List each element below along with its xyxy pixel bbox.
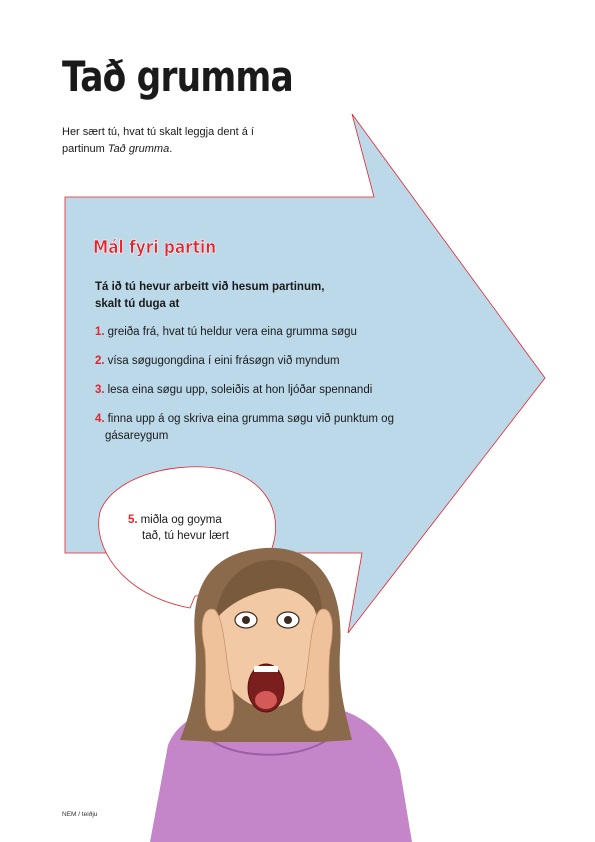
list-item-text: vísa søgugongdina í eini frásøgn við myndum bbox=[107, 355, 340, 367]
list-item bbox=[95, 353, 425, 370]
section-lead-line-2: skalt tú duga at bbox=[95, 298, 180, 310]
bubble-line-1: miðla og goyma bbox=[140, 514, 222, 526]
section-lead-line-1: Tá ið tú hevur arbeitt við hesum partinum, bbox=[95, 281, 325, 293]
list-item-text: lesa eina søgu upp, soleiðis at hon ljóðar spennandi bbox=[107, 384, 373, 396]
section-lead bbox=[95, 279, 395, 313]
list-item-number: 3. bbox=[95, 384, 105, 396]
list-item-number: 1. bbox=[95, 326, 105, 338]
list-item-number: 2. bbox=[95, 355, 105, 367]
list-item bbox=[95, 324, 425, 341]
list-item-text: finna upp á og skriva eina grumma søgu við punktum og gásareygum bbox=[105, 413, 394, 442]
section-heading: Mál fyri partin bbox=[93, 237, 217, 258]
page-title: Tað grumma bbox=[62, 52, 293, 101]
intro-line-2-italic: Tað grumma bbox=[107, 143, 170, 155]
bubble-line-2: tað, tú hevur lært bbox=[142, 530, 229, 542]
list-item-number: 4. bbox=[95, 413, 105, 425]
goals-list bbox=[95, 324, 425, 457]
list-item bbox=[95, 382, 425, 399]
intro-line-2-suffix: . bbox=[169, 143, 173, 155]
intro-line-2-prefix: partinum bbox=[62, 143, 108, 155]
list-item bbox=[95, 411, 395, 445]
list-item-text: greiða frá, hvat tú heldur vera eina grumma søgu bbox=[107, 326, 357, 338]
speech-bubble-text bbox=[128, 512, 278, 544]
bubble-item-number: 5. bbox=[128, 514, 138, 526]
intro-line-1: Her sært tú, hvat tú skalt leggja dent á í bbox=[62, 126, 254, 138]
page-footer: NEM / teiðju bbox=[62, 811, 98, 818]
